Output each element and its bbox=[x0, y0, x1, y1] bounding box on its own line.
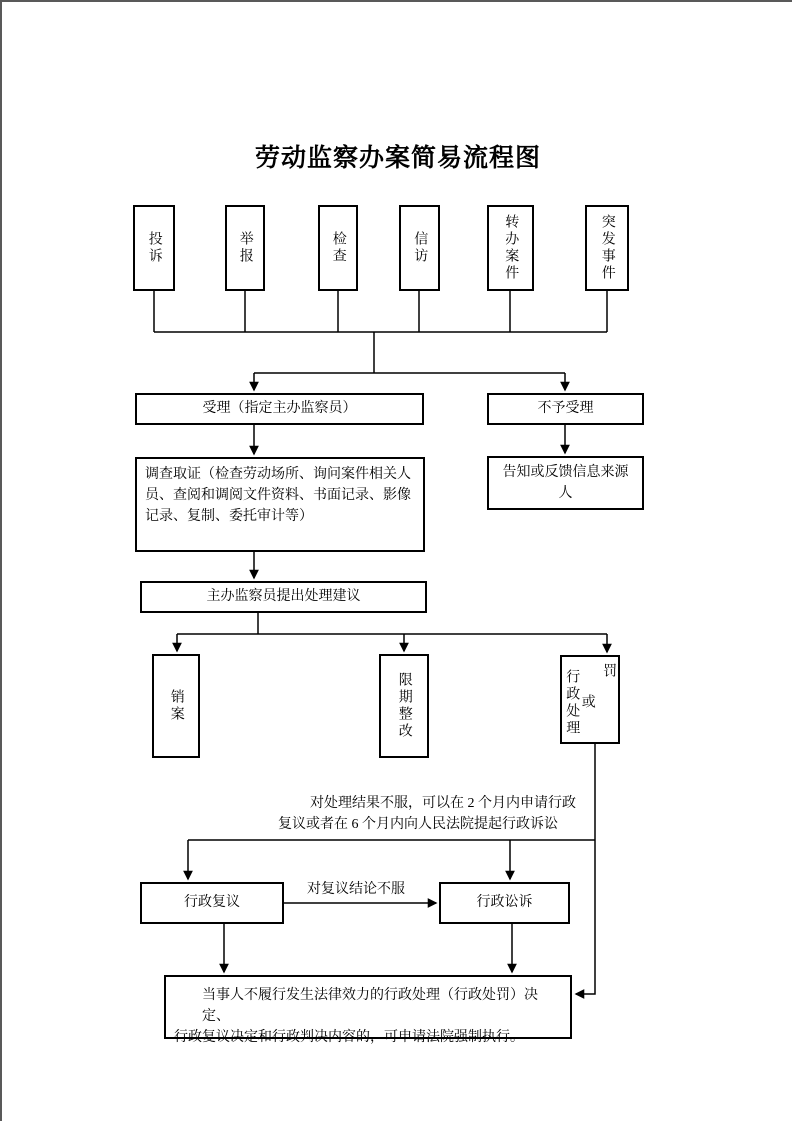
propose-box bbox=[140, 581, 427, 613]
accept-box-label: 受理（指定主办监察员） bbox=[202, 401, 357, 416]
rectify-box bbox=[379, 654, 429, 758]
appeal-note bbox=[278, 793, 590, 835]
litigation-box bbox=[439, 882, 570, 924]
admin-penalty-box bbox=[560, 655, 620, 744]
accept-box bbox=[135, 393, 424, 425]
enforce-box-line1: 当事人不履行发生法律效力的行政处理（行政处罚）决定、 bbox=[202, 988, 538, 1024]
source-box-emergency-label: 突发事件 bbox=[599, 214, 615, 282]
reject-box-label: 不予受理 bbox=[537, 401, 594, 416]
source-box-emergency bbox=[585, 205, 629, 291]
review-dissent-label: 对复议结论不服 bbox=[307, 882, 405, 897]
arrow-admin-penalty-to-enforce bbox=[576, 744, 595, 994]
source-box-inspection-label: 检查 bbox=[330, 231, 346, 265]
source-box-complaint-label: 投诉 bbox=[146, 231, 162, 265]
close-case-box-label: 销案 bbox=[168, 689, 184, 723]
flow-connectors bbox=[2, 2, 792, 1121]
source-box-petition-label: 信访 bbox=[412, 231, 428, 265]
notify-box bbox=[487, 456, 644, 510]
investigate-box-line1: 调查取证（检查劳动场所、询问案件相关人 bbox=[145, 467, 411, 482]
reject-box bbox=[487, 393, 644, 425]
investigate-box-line3: 记录、复制、委托审计等） bbox=[145, 509, 313, 524]
investigate-box-line2: 员、查阅和调阅文件资料、书面记录、影像 bbox=[145, 488, 411, 503]
notify-box-line2: 人 bbox=[558, 486, 573, 501]
litigation-box-label: 行政讼诉 bbox=[476, 895, 533, 910]
source-box-inspection bbox=[318, 205, 358, 291]
appeal-note-line2: 复议或者在 6 个月内向人民法院提起行政诉讼 bbox=[278, 817, 558, 832]
investigate-box bbox=[135, 457, 425, 552]
appeal-note-line1: 对处理结果不服，可以在 2 个月内申请行政 bbox=[310, 796, 576, 811]
close-case-box bbox=[152, 654, 200, 758]
propose-box-label: 主办监察员提出处理建议 bbox=[206, 589, 361, 604]
page-title: 劳动监察办案简易流程图 bbox=[254, 144, 541, 172]
admin-penalty-box-column2: 罚 bbox=[601, 663, 617, 680]
review-box bbox=[140, 882, 284, 924]
review-box-label: 行政复议 bbox=[184, 895, 240, 910]
rectify-box-label: 限期整改 bbox=[396, 672, 412, 740]
admin-penalty-box-column1: 行政处理或 bbox=[564, 668, 595, 737]
source-box-report-label: 举报 bbox=[237, 231, 253, 265]
enforce-box bbox=[164, 975, 572, 1045]
source-box-transferred-case bbox=[487, 205, 534, 291]
notify-box-line1: 告知或反馈信息来源 bbox=[502, 465, 629, 480]
source-box-complaint bbox=[133, 205, 175, 291]
source-box-petition bbox=[399, 205, 440, 291]
enforce-box-line2: 行政复议决定和行政判决内容的，可申请法院强制执行。 bbox=[174, 1030, 524, 1045]
source-box-transferred-case-label: 转办案件 bbox=[503, 214, 519, 282]
source-box-report bbox=[225, 205, 265, 291]
